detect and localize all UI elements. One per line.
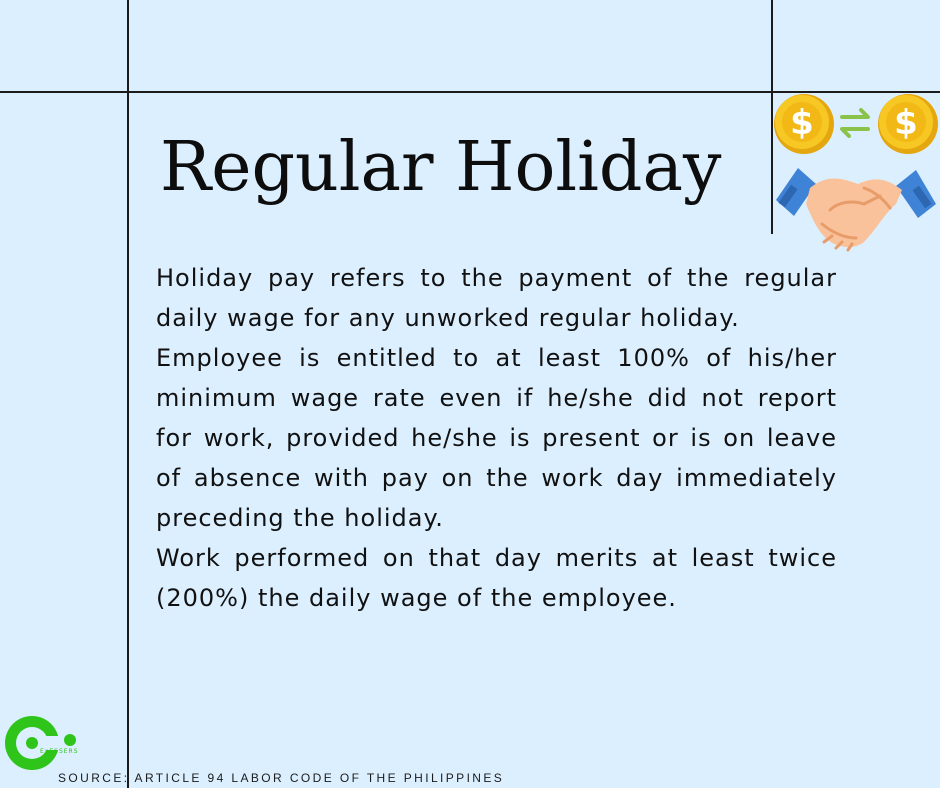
handshake-icon	[776, 168, 936, 250]
money-exchange-illustration	[772, 92, 940, 262]
dollar-coin-icon-right	[878, 94, 938, 154]
exchange-arrows-icon	[842, 110, 868, 136]
logo-text: ExESSERS	[40, 748, 79, 755]
svg-text:$: $	[894, 103, 918, 143]
left-vertical-line	[127, 0, 129, 788]
dollar-coin-icon	[774, 94, 834, 154]
source-citation: SOURCE: ARTICLE 94 LABOR CODE OF THE PHILIPPINES	[58, 771, 505, 785]
paragraph-entitlement: Employee is entitled to at least 100% of his/her minimum wage rate even if he/she did not report for work, provided he/she is present or is on leave of absence with pay on the work day immediately preceding the holiday.	[156, 344, 837, 532]
company-logo	[2, 714, 80, 772]
body-text	[156, 258, 837, 618]
paragraph-holiday-pay-definition: Holiday pay refers to the payment of the regular daily wage for any unworked regular holiday.	[156, 264, 837, 332]
svg-text:$: $	[790, 103, 814, 143]
paragraph-work-performed: Work performed on that day merits at least twice (200%) the daily wage of the employee.	[156, 544, 837, 612]
page-title: Regular Holiday	[160, 128, 722, 207]
